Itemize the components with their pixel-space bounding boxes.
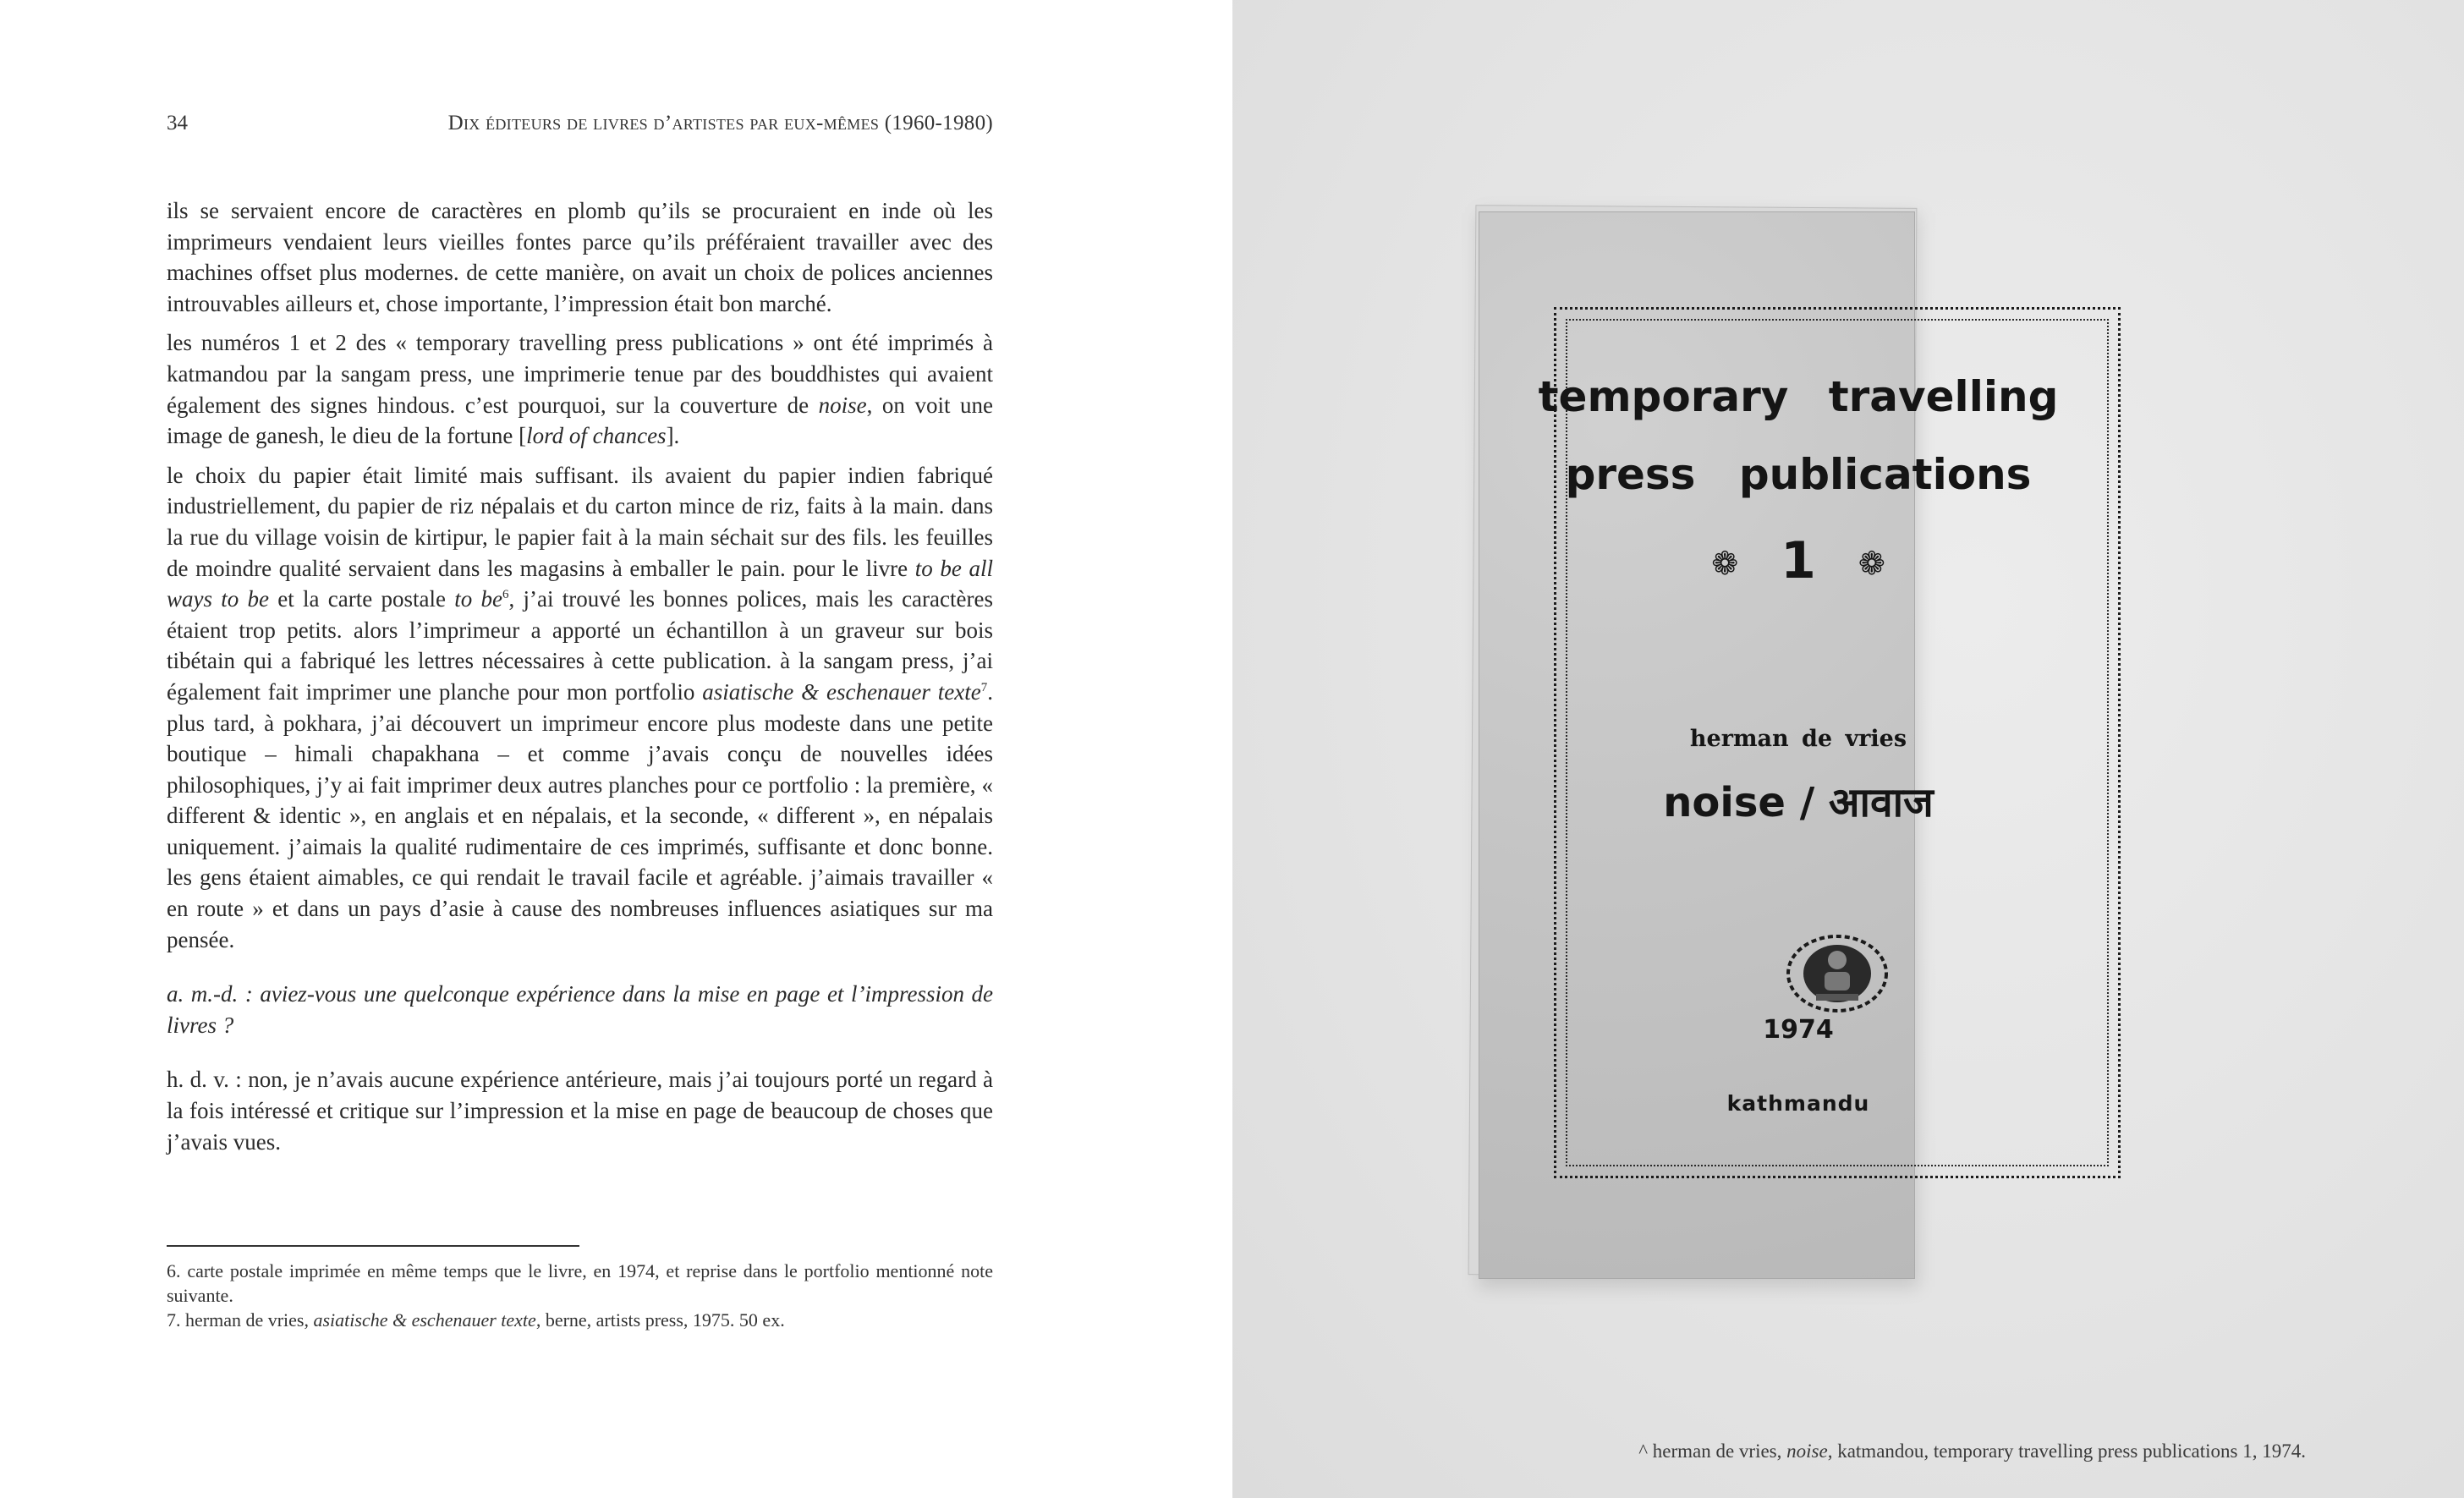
- interview-question: a. m.-d. : aviez-vous une quelconque expérience dans la mise en page et l’impression de livres ?: [167, 981, 993, 1038]
- italic-lord-of-chances: lord of chances: [526, 423, 667, 449]
- italic-title-to-be: to be: [454, 586, 503, 612]
- page-number: 34: [167, 112, 188, 134]
- flower-icon: ❁: [1858, 545, 1885, 583]
- paragraph-3: le choix du papier était limité mais suffisant. ils avaient du papier indien fabriqué industriellement, du papier de riz népalais et du carton mince de riz, faits à la main. dans la rue du village voisin de kirtipur, le papier fait à la main séchait sur des fils. les feuilles de moindre qualité servaient dans les magasins à emballer le pain. pour le livre to be all ways to be et la carte postale to $be^6$, j’ai trouvé les bonnes polices, mais les caractères étaient trop petits. alors l’imprimeur a apporté un échantillon à un graveur sur bois tibétain qui a fabriqué les lettres nécessaires à cette publication. à la sangam press, j’ai également fait imprimer une planche pour mon portfolio asiatische & eschenauer texte$^7$. plus tard, à pokhara, j’ai découvert un imprimeur encore plus modeste dans une petite boutique – himali chapakhana – et comme j’avais conçu de nouvelles idées philosophiques, j’y ai fait imprimer deux autres planches pour ce portfolio : la première, « different & identic », en anglais et en népalais, et la seconde, « different », en népalais uniquement. j’aimais la qualité rudimentaire de ces imprimés, suffisante et donc bonne. les gens étaient aimables, ce qui rendait le travail facile et agréable. j’aimais travailler « en route » et dans un pays d’asie à cause des nombreuses influences asiatiques sur ma pensée.: [167, 462, 993, 952]
- photo-caption: ^ herman de vries, noise, katmandou, temporary travelling press publications 1, 1974.: [1638, 1440, 2306, 1462]
- cover-title: noise / आवाज: [1663, 779, 1934, 826]
- italic-title-asiatische: asiatische & eschenauer texte: [702, 678, 981, 705]
- body-text: [167, 195, 993, 1166]
- paragraph-1: ils se servaient encore de caractères en plomb qu’ils se procuraient en inde où les imprimeurs vendaient leurs vieilles fontes parce qu’ils préféraient travailler avec des machines offset plus modernes. de cette manière, on avait un choix de polices anciennes introuvables ailleurs et, chose importante, l’impression était bon marché.: [167, 198, 993, 316]
- cover-author: herman de vries: [1689, 726, 1907, 752]
- footnote-7: 7. herman de vries, asiatische & eschenauer texte, berne, artists press, 1975. 50 ex.: [167, 1309, 785, 1331]
- cover-series-title-line-2: press publications: [1565, 450, 2032, 499]
- cover-series-title-line-1: temporary travelling: [1538, 372, 2059, 421]
- footnote-ref-6: 6: [502, 588, 509, 602]
- footnote-rule: [167, 1245, 579, 1247]
- interview-answer: h. d. v. : non, je n’avais aucune expérience antérieure, mais j’ai toujours porté un regard à la fois intéressé et critique sur l’impression et la mise en page de beaucoup de choses que j’avais vues.: [167, 1067, 993, 1155]
- footnotes: [167, 1259, 993, 1332]
- cover-year: 1974: [1763, 1015, 1834, 1045]
- running-head-title: Dix éditeurs de livres d’artistes par eux-mêmes (1960-1980): [447, 112, 993, 134]
- italic-title-noise: noise: [818, 392, 867, 418]
- footnote-6: 6. carte postale imprimée en même temps que le livre, en 1974, et reprise dans le portfolio mentionné note suivante.: [167, 1260, 993, 1306]
- cover-place: kathmandu: [1726, 1091, 1870, 1116]
- footnote-ref-7: 7: [980, 680, 988, 694]
- cover-typography: [1479, 211, 2118, 1279]
- paragraph-2: les numéros 1 et 2 des « temporary travelling press publications » ont été imprimés à katmandou par la sangam press, une imprimerie tenue par des bouddhistes qui avaient également des signes hindous. c’est pourquoi, sur la couverture de noise, on voit une image de ganesh, le dieu de la fortune [lord of chances].: [167, 330, 993, 449]
- running-head: [167, 112, 993, 145]
- flower-icon: ❁: [1711, 545, 1739, 583]
- cover-issue-number: ❁ 1 ❁: [1711, 531, 1885, 590]
- italic-title-to-be-all-ways: to be all ways to be: [167, 555, 993, 612]
